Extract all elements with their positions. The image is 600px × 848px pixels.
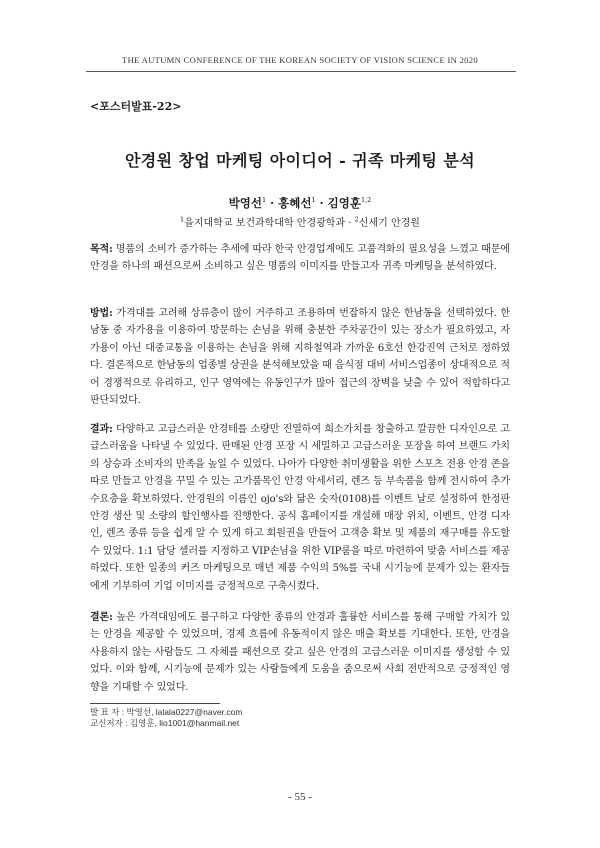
method-paragraph: [90, 305, 510, 409]
page-number: - 55 -: [288, 791, 312, 803]
affiliation-separator: ·: [345, 218, 355, 229]
footnote-rule: [90, 703, 220, 704]
footnote: [90, 707, 242, 729]
author-separator: ·: [315, 196, 328, 210]
section-heading: 방법:: [90, 308, 113, 319]
purpose-paragraph: [90, 241, 510, 276]
section-body: 높은 가격대임에도 불구하고 다양한 종류의 안경과 훌륭한 서비스를 통해 구매할 가치가 있는 안경을 제공할 수 있었으며, 경제 흐름에 유동적이지 않은 매출 확보를 기대한다. 또한, 안경을 사용하지 않는 사람들도 그 자체를 패션으로 갖고 싶은 안경의 고급스러운 이미지를 생성할 수 있었다. 이와 함께, 시기능에 문제가 있는 사람들에게 도움을 줌으로써 사회 전반적으로 긍정적인 영향을 기대할 수 있었다.: [90, 612, 510, 693]
affiliation-mark: 2: [354, 215, 359, 224]
author-name: 박영선: [228, 196, 262, 210]
section-body: 가격대를 고려해 상류층이 많이 거주하고 조용하며 번잡하지 않은 한남동을 선택하였다. 한남동 중 자가용을 이용하여 방문하는 손님을 위해 충분한 주차공간이 있는 장소가 필요하였고, 자가용이 아닌 대중교통을 이용하는 손님을 위해 지하철역과 가까운 6호선 한강진역 근처로 정하였다. 결론적으로 한남동의 업종별 상권을 분석해보았을 때 음식점 대비 서비스업종이 상대적으로 적어 경쟁적으로 유리하고, 인구 영역에는 유동인구가 많아 접근의 장벽을 낮출 수 있어 적합하다고 판단되었다.: [90, 308, 510, 407]
running-head: THE AUTUMN CONFERENCE OF THE KOREAN SOCIETY OF VISION SCIENCE IN 2020: [122, 55, 478, 65]
results-paragraph: [90, 421, 510, 595]
section-body: 다양하고 고급스러운 안경테를 소량만 진열하여 희소가치를 창출하고 깔끔한 디자인으로 고급스러움을 나타낼 수 있었다. 판매된 안경 포장 시 세밀하고 고급스러운 포장을 하여 브랜드 가치의 상승과 소비자의 만족을 높일 수 있었다. 나아가 다양한 취미생활을 위한 스포츠 전용 안경 존을 따로 만들고 안경을 꾸밀 수 있는 고가품목인 안경 악세서리, 렌즈 등 부속품을 함께 전시하여 추가 수요층을 확보하였다. 안경원의 이름인 ojo's와 닮은 숫자(0108)를 이벤트 날로 설정하여 한정판 안경 생산 및 소량의 할인행사를 진행한다. 공식 홈페이지를 개설해 매장 위치, 이벤트, 안경 디자인, 렌즈 종류 등을 쉽게 알 수 있게 하고 회원권을 만들어 고객층 확보 및 제품의 재구매를 유도할 수 있었다. 1:1 담당 셀러를 지정하고 VIP손님을 위한 VIP룸을 따로 마련하여 맞춤 서비스를 제공하였다. 또한 일종의 커즈 마케팅으로 매년 제품 수익의 5%를 국내 시기능에 문제가 있는 환자들에게 기부하여 기업 이미지를 긍정적으로 구축시켰다.: [90, 424, 510, 592]
affiliations: [0, 214, 600, 229]
author-affiliation-mark: 1: [262, 196, 267, 205]
author-name: 홍혜선: [278, 196, 312, 210]
affiliation: 신세기 안경원: [358, 218, 420, 229]
author-affiliation-mark: 1: [311, 196, 316, 205]
affiliation: 을지대학교 보건과학대학 안경광학과: [184, 218, 346, 229]
section-label: <포스터발표-22>: [90, 100, 182, 113]
section-heading: 목적:: [90, 244, 113, 255]
author-list: [0, 195, 600, 211]
corresponding-author-contact: 교신저자 : 김영훈, lio1001@hanmail.net: [90, 718, 240, 728]
conclusion-paragraph: [90, 609, 510, 696]
section-body: 명품의 소비가 증가하는 추세에 따라 한국 안경업계에도 고품격화의 필요성을 느꼈고 때문에 안경을 하나의 패션으로써 소비하고 싶은 명품의 이미지를 만들고자 귀족 마케팅을 분석하였다.: [90, 244, 510, 273]
section-heading: 결과:: [90, 424, 113, 435]
section-heading: 결론:: [90, 612, 113, 623]
presenter-contact: 발 표 자 : 박영선, lalala0227@naver.com: [90, 707, 243, 717]
affiliation-mark: 1: [180, 215, 185, 224]
header-rule: [86, 71, 516, 72]
author-separator: ·: [266, 196, 279, 210]
paper-title: 안경원 창업 마케팅 아이디어 - 귀족 마케팅 분석: [124, 151, 476, 170]
author-affiliation-mark: 1,2: [360, 196, 372, 205]
author-name: 김영훈: [327, 196, 361, 210]
